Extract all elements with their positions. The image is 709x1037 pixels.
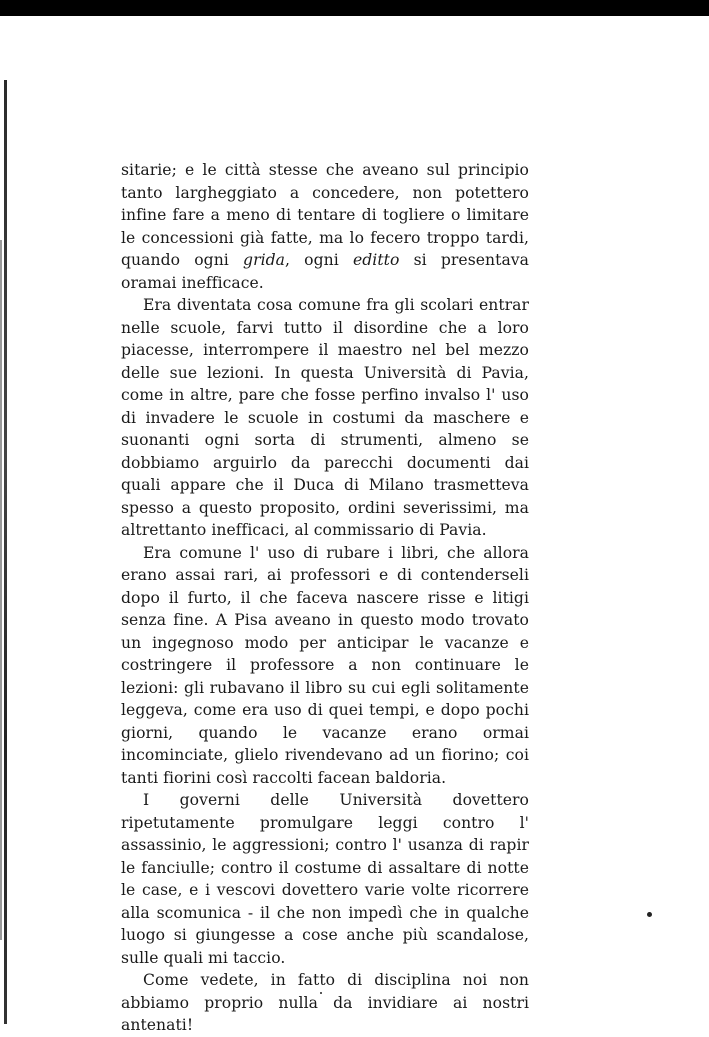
italic-term: grida [243,251,285,269]
paragraph-text: sitarie; e le città stesse che aveano sul principio tanto largheggiato a concedere, non potettero infine fare a meno di tentare di togliere o limitare le concessioni già fatte, ma lo fecero troppo tardi, quando ogni [121,161,529,269]
paragraph [121,542,529,790]
page-binding-edge [4,80,7,1024]
page-binding-shadow [0,240,2,940]
paragraph-text: Come vedete, in fatto di disciplina noi non abbiamo proprio nulla da invidiare ai nostri antenati! [121,971,529,1034]
paragraph-text: Era comune l' uso di rubare i libri, che allora erano assai rari, ai professori e di contenderseli dopo il furto, il che faceva nascere risse e litigi senza fine. A Pisa aveano in questo modo trovato un ingegnoso modo per anticipar le vacanze e costringere il professore a non continuare le lezioni: gli rubavano il libro su cui egli solitamente leggeva, come era uso di quei tempi, e dopo pochi giorni, quando le vacanze erano ormai incominciate, glielo rivendevano ad un fiorino; coi tanti fiorini così raccolti facean baldoria. [121,543,529,787]
paragraph-text: si presentava oramai inefficace. [121,251,529,292]
scan-top-border [0,0,709,16]
document-body-text [121,159,529,1037]
paragraph [121,294,529,542]
paragraph-text: I governi delle Università dovettero ripetutamente promulgare leggi contro l' assassinio, le aggressioni; contro l' usanza di rapir le fanciulle; contro il costume di assaltare di notte le case, e i vescovi dovettero varie volte ricorrere alla scomunica - il che non impedì che in qualche luogo si giungesse a cose anche più scandalose, sulle quali mi taccio. [121,791,529,967]
paragraph [121,969,529,1037]
scan-speck [647,912,652,917]
paragraph [121,159,529,294]
paragraph-text: Era diventata cosa comune fra gli scolari entrar nelle scuole, farvi tutto il disordine che a loro piacesse, interrompere il maestro nel bel mezzo delle sue lezioni. In questa Università di Pavia, come in altre, pare che fosse perfino invalso l' uso di invadere le scuole in costumi da maschere e suonanti ogni sorta di strumenti, almeno se dobbiamo arguirlo da parecchi documenti dai quali appare che il Duca di Milano trasmetteva spesso a questo proposito, ordini severissimi, ma altrettanto inefficaci, al commissario di Pavia. [121,296,529,539]
paragraph [121,789,529,969]
paragraph-text: , ogni [284,251,353,269]
italic-term: editto [352,251,400,269]
